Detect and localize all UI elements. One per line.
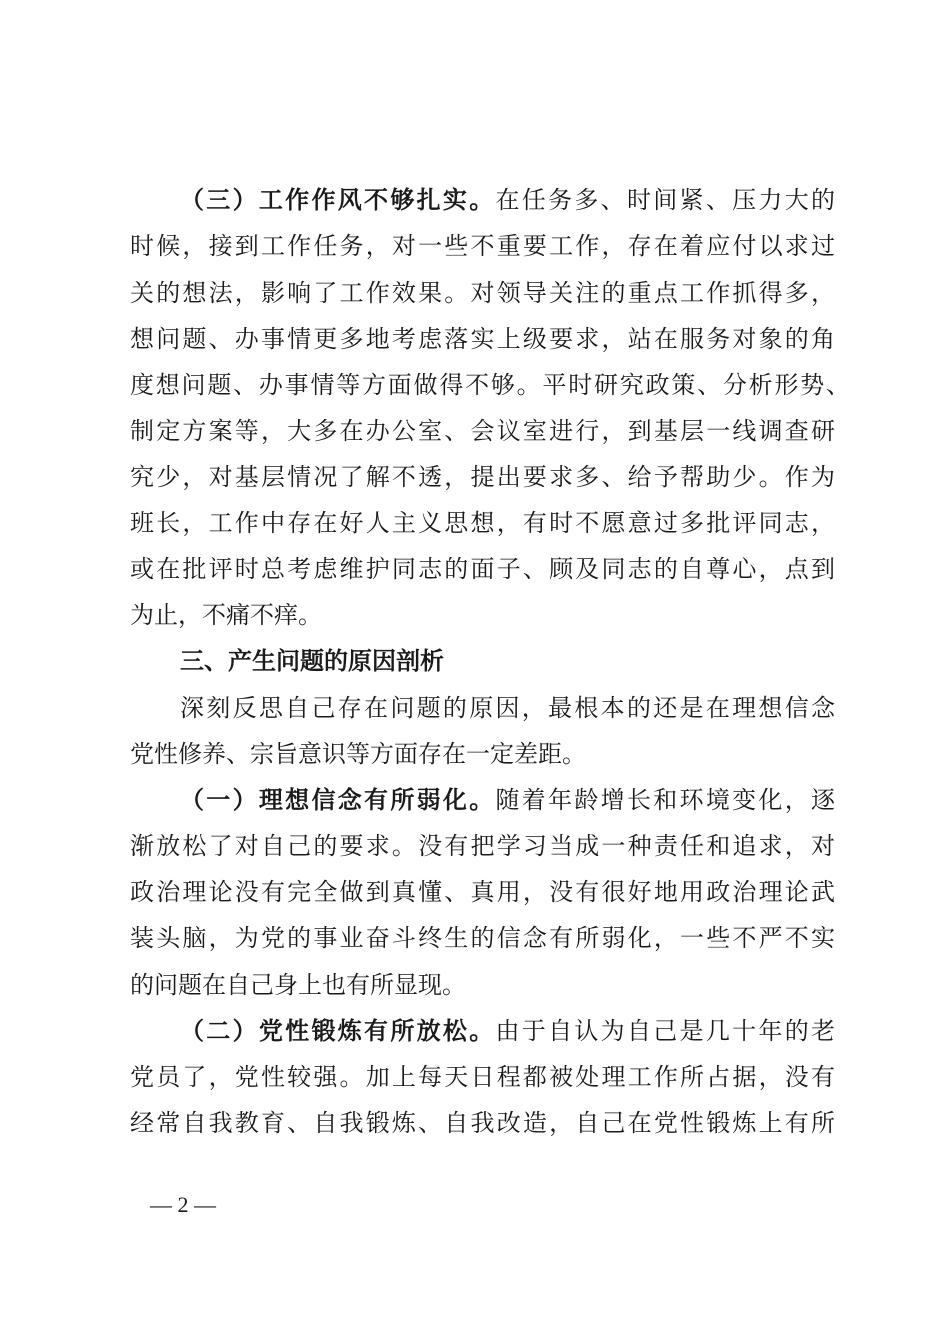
paragraph-line: 党性修养、宗旨意识等方面存在一定差距。	[130, 740, 586, 768]
paragraph-text: 由于自认为自己是几十年的老	[495, 1017, 835, 1045]
paragraph-line: 制定方案等，大多在办公室、会议室进行，到基层一线调查研	[130, 417, 835, 445]
paragraph-line: 的问题在自己身上也有所显现。	[130, 971, 466, 999]
paragraph-line: 深刻反思自己存在问题的原因，最根本的还是在理想信念	[180, 694, 835, 722]
paragraph-line: 或在批评时总考虑维护同志的面子、顾及同志的自尊心，点到	[130, 555, 835, 583]
paragraph-line: 度想问题、办事情等方面做得不够。平时研究政策、分析形势、	[130, 371, 850, 399]
paragraph-line: 经常自我教育、自我锻炼、自我改造，自己在党性锻炼上有所	[130, 1109, 835, 1137]
paragraph-line: 时候，接到工作任务，对一些不重要工作，存在着应付以求过	[130, 232, 835, 260]
paragraph-line: 想问题、办事情更多地考虑落实上级要求，站在服务对象的角	[130, 325, 835, 353]
paragraph-line	[180, 180, 835, 220]
paragraph-line: 关的想法，影响了工作效果。对领导关注的重点工作抓得多，	[130, 279, 835, 307]
paragraph-lead: （一）理想信念有所弱化。	[180, 785, 496, 814]
paragraph-line: 究少，对基层情况了解不透，提出要求多、给予帮助少。作为	[130, 463, 835, 491]
section-heading: 三、产生问题的原因剖析	[180, 647, 444, 675]
paragraph-line	[180, 1011, 835, 1051]
paragraph-text: 随着年龄增长和环境变化，逐	[495, 786, 835, 814]
paragraph-line: 政治理论没有完全做到真懂、真用，没有很好地用政治理论武	[130, 878, 835, 906]
paragraph-line	[180, 780, 835, 820]
paragraph-text: 在任务多、时间紧、压力大的	[495, 186, 835, 214]
paragraph-lead: （三）工作作风不够扎实。	[180, 185, 496, 214]
paragraph-line: 班长，工作中存在好人主义思想，有时不愿意过多批评同志，	[130, 509, 835, 537]
paragraph-line: 装头脑，为党的事业奋斗终生的信念有所弱化，一些不严不实	[130, 924, 835, 952]
paragraph-lead: （二）党性锻炼有所放松。	[180, 1016, 496, 1045]
paragraph-line: 渐放松了对自己的要求。没有把学习当成一种责任和追求，对	[130, 832, 835, 860]
paragraph-line: 为止，不痛不痒。	[130, 601, 322, 629]
paragraph-line: 党员了，党性较强。加上每天日程都被处理工作所占据，没有	[130, 1063, 835, 1091]
page-number: — 2 —	[150, 1192, 216, 1217]
